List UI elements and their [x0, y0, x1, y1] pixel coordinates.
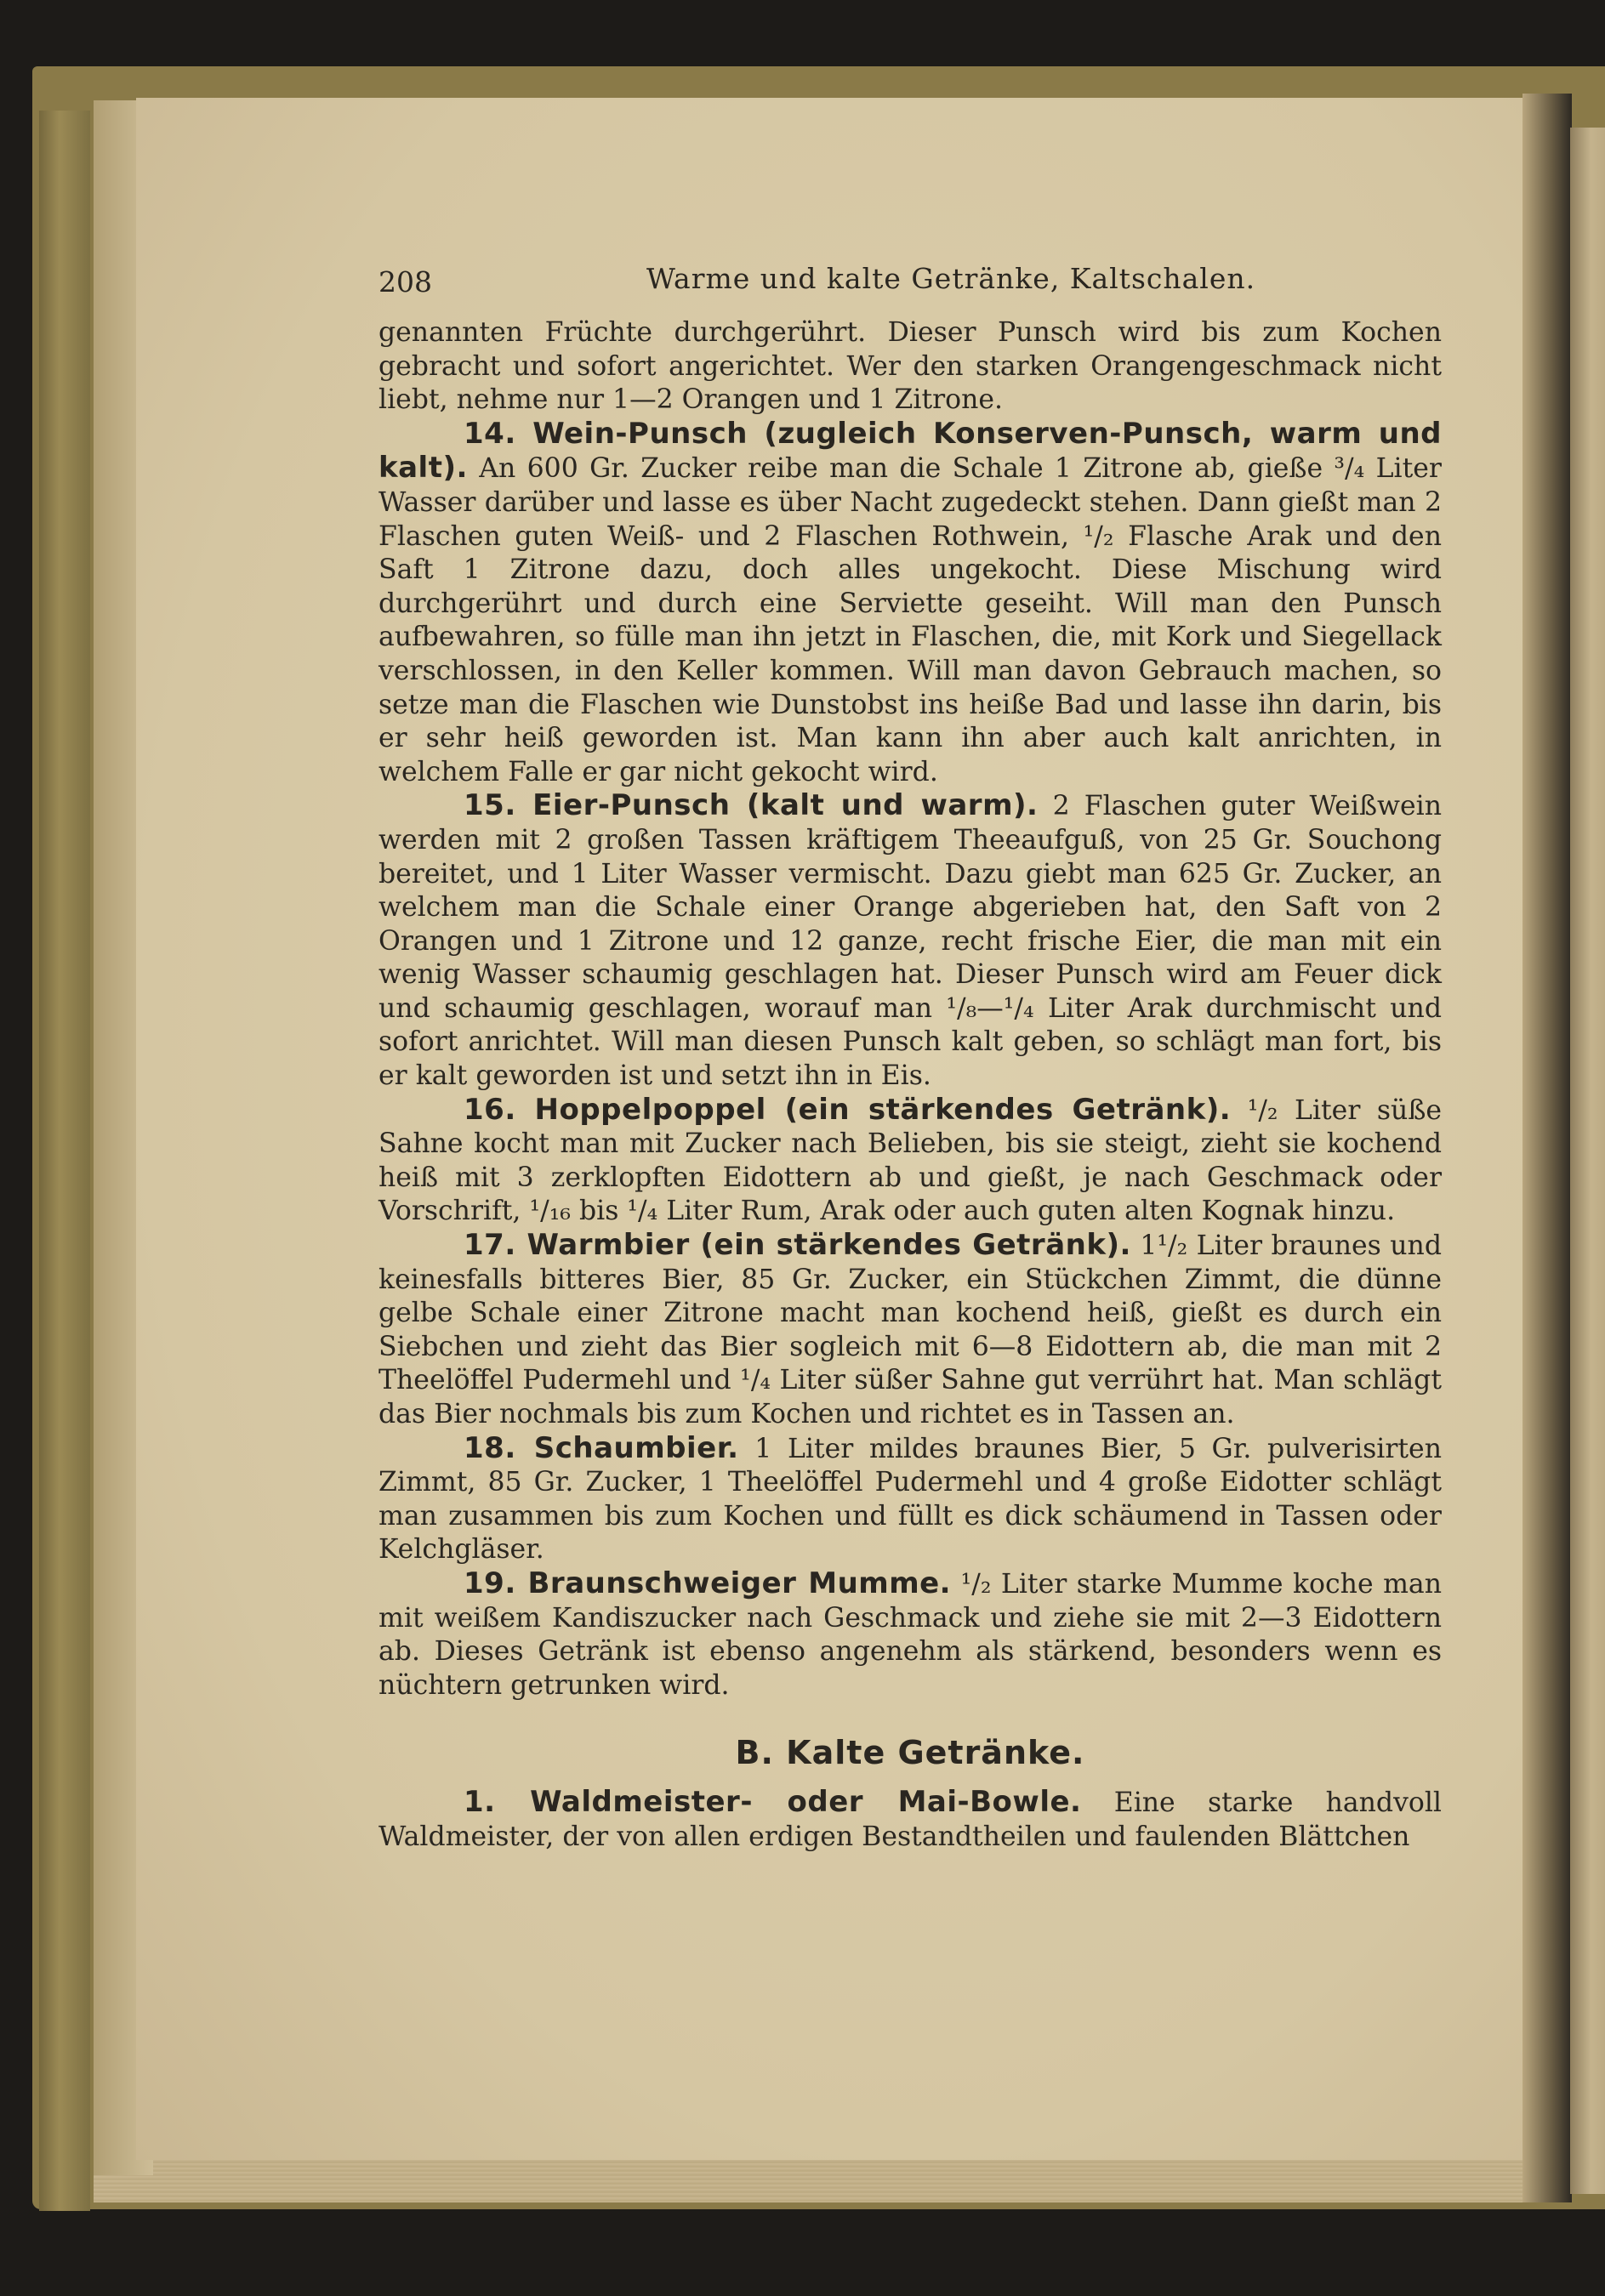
recipe-19-title: 19. Braunschweiger Mumme.	[464, 1566, 952, 1600]
recipe-b1	[378, 1786, 1442, 1854]
recipe-18-text: 1 Liter mildes braunes Bier, 5 Gr. pulverisirten Zimmt, 85 Gr. Zucker, 1 Theelöffel Pudermehl und 4 große Eidotter schlägt man zusammen bis zum Kochen und füllt es dick schäumend in Tassen oder Kelchgläser.	[378, 1433, 1442, 1566]
recipe-18	[378, 1432, 1442, 1567]
section-heading-b: B. Kalte Getränke.	[735, 1734, 1085, 1772]
recipe-16	[378, 1094, 1442, 1229]
recipe-16-title: 16. Hoppelpoppel (ein stärkendes Getränk).	[464, 1092, 1232, 1127]
running-head	[378, 255, 1442, 316]
recipe-17-text: 1¹/₂ Liter braunes und keinesfalls bitteres Bier, 85 Gr. Zucker, ein Stückchen Zimmt, die dünne gelbe Schale einer Zitrone macht man kochend heiß, gießt es durch ein Siebchen und zieht das Bier sogleich mit 6—8 Eidottern ab, die man mit 2 Theelöffel Pudermehl und ¹/₄ Liter süßer Sahne gut verrührt hat. Man schlägt das Bier nochmals bis zum Kochen und richtet es in Tassen an.	[378, 1230, 1442, 1429]
recipe-14-title: 14. Wein-Punsch (zugleich Konserven-Punsch, warm und kalt).	[378, 416, 1442, 486]
recipe-15-text: 2 Flaschen guter Weißwein werden mit 2 großen Tassen kräftigem Theeaufguß, von 25 Gr. Souchong bereitet, und 1 Liter Wasser vermischt. Dazu giebt man 625 Gr. Zucker, an welchem man die Schale einer Orange abgerieben hat, den Saft von 2 Orangen und 1 Zitrone und 12 ganze, recht frische Eier, die man mit ein wenig Wasser schaumig geschlagen hat. Dieser Punsch wird am Feuer dick und schaumig geschlagen, worauf man ¹/₈—¹/₄ Liter Arak durchmischt und sofort anrichtet. Will man diesen Punsch kalt geben, so schlägt man fort, bis er kalt geworden ist und setzt ihn in Eis.	[378, 791, 1442, 1092]
recipe-15-title: 15. Eier-Punsch (kalt und warm).	[464, 788, 1039, 823]
recipe-15	[378, 789, 1442, 1093]
recipe-14	[378, 418, 1442, 790]
recipe-17-title: 17. Warmbier (ein stärkendes Getränk).	[464, 1228, 1131, 1263]
recipe-16-text: ¹/₂ Liter süße Sahne kocht man mit Zucker nach Belieben, bis sie steigt, zieht sie kochend heiß mit 3 zerklopften Eidottern ab und gießt, je nach Geschmack oder Vorschrift, ¹/₁₆ bis ¹/₄ Liter Rum, Arak oder auch guten alten Kognak hinzu.	[378, 1094, 1443, 1227]
running-head-title: Warme und kalte Getränke, Kaltschalen.	[646, 262, 1256, 295]
recipe-14-text: An 600 Gr. Zucker reibe man die Schale 1 Zitrone ab, gieße ³/₄ Liter Wasser darüber und lasse es über Nacht zugedeckt stehen. Dann gießt man 2 Flaschen guten Weiß- und 2 Flaschen Rothwein, ¹/₂ Flasche Arak und den Saft 1 Zitrone dazu, doch alles ungekocht. Diese Mischung wird durchgerührt und durch eine Serviette geseiht. Will man den Punsch aufbewahren, so fülle man ihn jetzt in Flaschen, die, mit Kork und Siegellack verschlossen, in den Keller kommen. Will man davon Gebrauch machen, so setze man die Flaschen wie Dunstobst ins heiße Bad und lasse ihn darin, bis er sehr heiß geworden ist. Man kann ihn aber auch kalt anrichten, in welchem Falle er gar nicht gekocht wird.	[378, 453, 1442, 787]
recipe-b1-title: 1. Waldmeister- oder Mai-Bowle.	[464, 1784, 1082, 1819]
recipe-19-text: ¹/₂ Liter starke Mumme koche man mit weißem Kandiszucker nach Geschmack und ziehe sie mit 2—3 Eidottern ab. Dieses Getränk ist ebenso angenehm als stärkend, besonders wenn es nüchtern getrunken wird.	[378, 1568, 1442, 1701]
recipe-b1-text: Eine starke handvoll Waldmeister, der von allen erdigen Bestandtheilen und faulenden Blättchen	[378, 1787, 1443, 1852]
recipe-18-title: 18. Schaumbier.	[464, 1430, 739, 1465]
book-gutter	[1522, 94, 1572, 2202]
page-body	[378, 316, 1442, 1854]
paragraph-continuation: genannten Früchte durchgerührt. Dieser Punsch wird bis zum Kochen gebracht und sofort angerichtet. Wer den starken Orangengeschmack nicht liebt, nehme nur 1—2 Orangen und 1 Zitrone.	[378, 317, 1442, 416]
facing-page-edge	[1570, 128, 1605, 2194]
recipe-17	[378, 1229, 1442, 1432]
recipe-19	[378, 1567, 1442, 1702]
page-text-block	[378, 255, 1442, 1854]
page-number: 208	[378, 265, 432, 298]
cover-edge	[39, 111, 90, 2211]
